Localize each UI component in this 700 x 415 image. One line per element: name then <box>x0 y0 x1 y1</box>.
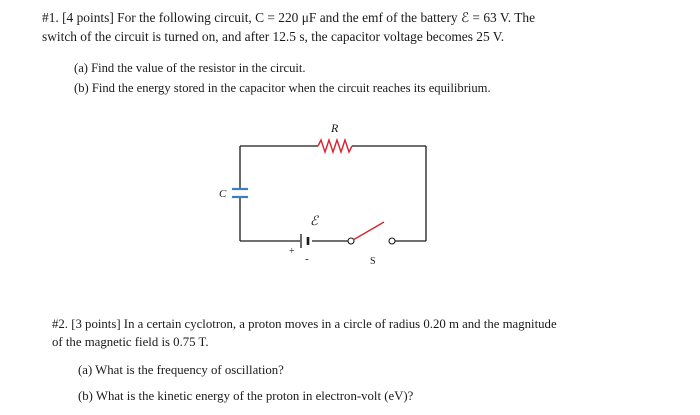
capacitor-label: C <box>219 188 227 200</box>
problem1-part-a: (a) Find the value of the resistor in the circuit. <box>74 61 306 75</box>
problem2-part-a: (a) What is the frequency of oscillation? <box>78 363 284 377</box>
problem2-part-b: (b) What is the kinetic energy of the proton in electron-volt (eV)? <box>78 389 414 403</box>
problem1-statement-line1: #1. [4 points] For the following circuit, C = 220 μF and the emf of the battery ℰ = 63 V. The <box>42 10 536 25</box>
resistor-label: R <box>331 121 339 135</box>
problem1-statement-line2: switch of the circuit is turned on, and after 12.5 s, the capacitor voltage becomes 25 V. <box>42 29 505 44</box>
battery-symbol <box>301 234 308 248</box>
battery-plus-label: + <box>289 246 295 257</box>
problem2-statement-line1: #2. [3 points] In a certain cyclotron, a proton moves in a circle of radius 0.20 m and the magnitude <box>52 317 557 331</box>
battery-minus-label: - <box>305 253 309 265</box>
problem1-part-b: (b) Find the energy stored in the capacitor when the circuit reaches its equilibrium. <box>74 81 491 95</box>
problem2-statement-line2: of the magnetic field is 0.75 T. <box>52 335 209 349</box>
switch-symbol <box>348 222 395 244</box>
emf-label: ℰ <box>310 213 318 228</box>
resistor-symbol <box>318 140 352 152</box>
switch-label: S <box>370 256 376 267</box>
capacitor-symbol <box>232 189 248 197</box>
